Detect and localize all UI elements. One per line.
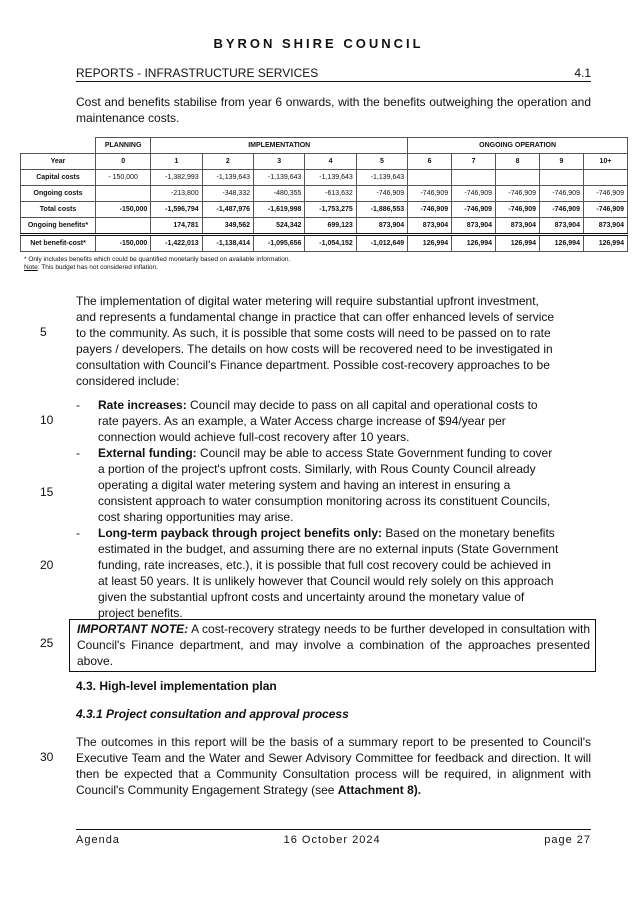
table-cell: 873,904 xyxy=(496,218,540,235)
text-line: given the substantial upfront costs and uncertainty around the monetary value of xyxy=(98,590,525,604)
table-cell: -746,909 xyxy=(496,186,540,202)
row-label: Ongoing costs xyxy=(21,186,96,202)
cost-recovery-paragraph xyxy=(76,293,591,389)
table-cell: -1,619,998 xyxy=(254,202,305,218)
table-cell xyxy=(496,170,540,186)
text-line: connection would achieve full-cost recovery after 10 years. xyxy=(98,430,410,444)
table-cell xyxy=(540,170,584,186)
text-line: to the community. As such, it is possible that some costs will need to be passed on to rate xyxy=(76,326,551,340)
important-note-box xyxy=(69,619,596,672)
table-cell: -1,054,152 xyxy=(305,235,356,252)
table-row xyxy=(21,218,628,235)
text-line: considered include: xyxy=(76,374,180,388)
note-text: : This budget has not considered inflation. xyxy=(37,264,158,271)
table-cell: 174,781 xyxy=(151,218,202,235)
table-cell: 126,994 xyxy=(583,235,627,252)
table-cell: 873,904 xyxy=(583,218,627,235)
table-cell: -480,355 xyxy=(254,186,305,202)
page-title: BYRON SHIRE COUNCIL xyxy=(213,36,424,51)
year-cell: 10+ xyxy=(583,154,627,170)
table-row xyxy=(21,186,628,202)
important-note-text: A cost-recovery strategy needs to be further developed in consultation with Council's Finance department, and may involve a combination of the approaches presented above. xyxy=(77,622,590,668)
table-cell: 126,994 xyxy=(408,235,452,252)
table-cell: - 150,000 xyxy=(96,170,151,186)
bullet-title: External funding: xyxy=(98,446,197,460)
text-line: Based on the monetary benefits xyxy=(382,526,555,540)
approaches-list xyxy=(76,397,591,621)
table-cell: -1,886,553 xyxy=(356,202,407,218)
table-cell: -213,800 xyxy=(151,186,202,202)
table-cell: 349,562 xyxy=(202,218,253,235)
table-cell: -348,332 xyxy=(202,186,253,202)
year-cell: 5 xyxy=(356,154,407,170)
section-header xyxy=(76,66,591,82)
table-cell xyxy=(408,170,452,186)
text-line: rate payers. As an example, a Water Access charge increase of $94/year per xyxy=(98,414,506,428)
line-number: 20 xyxy=(40,558,54,572)
line-number: 10 xyxy=(40,413,54,427)
footer-agenda: Agenda xyxy=(76,834,120,846)
table-cell: -1,753,275 xyxy=(305,202,356,218)
table-cell: 873,904 xyxy=(540,218,584,235)
year-cell: 6 xyxy=(408,154,452,170)
intro-paragraph: Cost and benefits stabilise from year 6 onwards, with the benefits outweighing the operation and maintenance costs. xyxy=(76,95,591,125)
year-cell: 7 xyxy=(452,154,496,170)
bullet-dash: - xyxy=(76,446,80,460)
table-cell: -1,422,013 xyxy=(151,235,202,252)
table-cell: -1,012,649 xyxy=(356,235,407,252)
text-line: a portion of the project's upfront costs. Similarly, with Rous County Council already xyxy=(98,462,536,476)
bullet-title: Rate increases: xyxy=(98,398,187,412)
row-label: Capital costs xyxy=(21,170,96,186)
table-cell: 126,994 xyxy=(540,235,584,252)
table-cell: 126,994 xyxy=(496,235,540,252)
bullet-dash: - xyxy=(76,398,80,412)
table-cell: -1,139,643 xyxy=(254,170,305,186)
table-cell: 524,342 xyxy=(254,218,305,235)
paragraph-text: The outcomes in this report will be the basis of a summary report to be presented to Council's Executive Team and the Water and Sewer Advisory Committee for feedback and direction. It will then be expected that a Community Consultation process will be required, in alignment with Council's Community Engagement Strategy (see xyxy=(76,735,591,797)
table-footnotes xyxy=(24,256,290,272)
table-cell: 873,904 xyxy=(452,218,496,235)
table-cell: -746,909 xyxy=(408,186,452,202)
table-cell: -150,000 xyxy=(96,202,151,218)
table-cell: -1,139,643 xyxy=(305,170,356,186)
year-label: Year xyxy=(21,154,96,170)
table-cell: -613,632 xyxy=(305,186,356,202)
table-cell: -150,000 xyxy=(96,235,151,252)
text-line: at least 50 years. It is unlikely however that Council would rely solely on this approach xyxy=(98,574,554,588)
table-cell: -1,138,414 xyxy=(202,235,253,252)
group-implementation: IMPLEMENTATION xyxy=(151,138,408,154)
footnote-inflation xyxy=(24,264,290,272)
table-cell: -746,909 xyxy=(408,202,452,218)
text-line: The implementation of digital water metering will require substantial upfront investment, xyxy=(76,294,539,308)
text-line: payers / developers. The details on how costs will be recovered need to be investigated in xyxy=(76,342,553,356)
group-planning: PLANNING xyxy=(96,138,151,154)
row-label: Total costs xyxy=(21,202,96,218)
row-label: Ongoing benefits* xyxy=(21,218,96,235)
table-cell: -746,909 xyxy=(356,186,407,202)
text-line: Council may decide to pass on all capital and operational costs to xyxy=(186,398,538,412)
year-cell: 3 xyxy=(254,154,305,170)
table-cell: -746,909 xyxy=(540,202,584,218)
text-line: consultation with Council's Finance department. Possible cost-recovery approaches to be xyxy=(76,358,550,372)
year-cell: 0 xyxy=(96,154,151,170)
note-label: Note xyxy=(24,264,38,271)
footnote-benefits: * Only includes benefits which could be quantified monetarily based on available information. xyxy=(24,256,291,263)
section-number: 4.1 xyxy=(574,66,591,80)
table-cell: 126,994 xyxy=(452,235,496,252)
list-item xyxy=(76,445,591,525)
table-row xyxy=(21,235,628,252)
year-cell: 1 xyxy=(151,154,202,170)
text-line: estimated in the budget, and assuming there are no external inputs (State Government xyxy=(98,542,559,556)
consultation-paragraph xyxy=(76,734,591,798)
section-heading-4-3-1: 4.3.1 Project consultation and approval process xyxy=(76,707,349,721)
footer-page: page 27 xyxy=(544,834,591,846)
table-cell: 873,904 xyxy=(356,218,407,235)
line-number: 25 xyxy=(40,636,54,650)
table-cell: -1,487,976 xyxy=(202,202,253,218)
year-cell: 8 xyxy=(496,154,540,170)
table-cell: -1,095,656 xyxy=(254,235,305,252)
list-item xyxy=(76,397,591,445)
table-cell: -746,909 xyxy=(583,202,627,218)
table-cell xyxy=(96,218,151,235)
table-cell: -746,909 xyxy=(540,186,584,202)
table-cell: -1,596,794 xyxy=(151,202,202,218)
year-cell: 9 xyxy=(540,154,584,170)
bullet-title: Long-term payback through project benefits only: xyxy=(98,526,383,540)
text-line: and represents a fundamental change in practice that can offer enhanced levels of service xyxy=(76,310,555,324)
year-cell: 2 xyxy=(202,154,253,170)
table-cell: 873,904 xyxy=(408,218,452,235)
line-number: 15 xyxy=(40,485,54,499)
year-cell: 4 xyxy=(305,154,356,170)
bullet-dash: - xyxy=(76,526,80,540)
table-cell: 699,123 xyxy=(305,218,356,235)
table-cell: -746,909 xyxy=(452,186,496,202)
section-title: REPORTS - INFRASTRUCTURE SERVICES xyxy=(76,66,319,80)
text-line: project benefits. xyxy=(98,606,183,620)
section-heading-4-3: 4.3. High-level implementation plan xyxy=(76,679,277,693)
text-line: Council may be able to access State Government funding to cover xyxy=(196,446,553,460)
table-cell: -746,909 xyxy=(452,202,496,218)
footer-date: 16 October 2024 xyxy=(283,834,381,846)
cost-benefit-table xyxy=(20,137,628,252)
text-line: operating a digital water metering system and having an interest in ensuring a xyxy=(98,478,511,492)
table-cell: -1,139,643 xyxy=(202,170,253,186)
attachment-reference: Attachment 8). xyxy=(337,783,422,797)
text-line: cost sharing opportunities may arise. xyxy=(98,510,294,524)
line-number: 30 xyxy=(40,750,54,764)
table-row xyxy=(21,202,628,218)
table-cell: -746,909 xyxy=(583,186,627,202)
table-cell xyxy=(452,170,496,186)
table-cell: -1,139,643 xyxy=(356,170,407,186)
corner-cell xyxy=(21,138,96,154)
important-note-label: IMPORTANT NOTE: xyxy=(77,622,189,636)
row-label: Net benefit-cost* xyxy=(21,235,96,252)
text-line: funding, rate increases, etc.), it is possible that full cost recovery could be achieved in xyxy=(98,558,551,572)
table-cell: -746,909 xyxy=(496,202,540,218)
table-row xyxy=(21,170,628,186)
list-item xyxy=(76,525,591,621)
table-cell xyxy=(583,170,627,186)
table-cell: -1,382,993 xyxy=(151,170,202,186)
table-cell xyxy=(96,186,151,202)
page-footer xyxy=(76,829,591,846)
text-line: consistent approach to water consumption monitoring across its constituent Councils, xyxy=(98,494,551,508)
line-number: 5 xyxy=(40,325,47,339)
group-ongoing: ONGOING OPERATION xyxy=(408,138,628,154)
